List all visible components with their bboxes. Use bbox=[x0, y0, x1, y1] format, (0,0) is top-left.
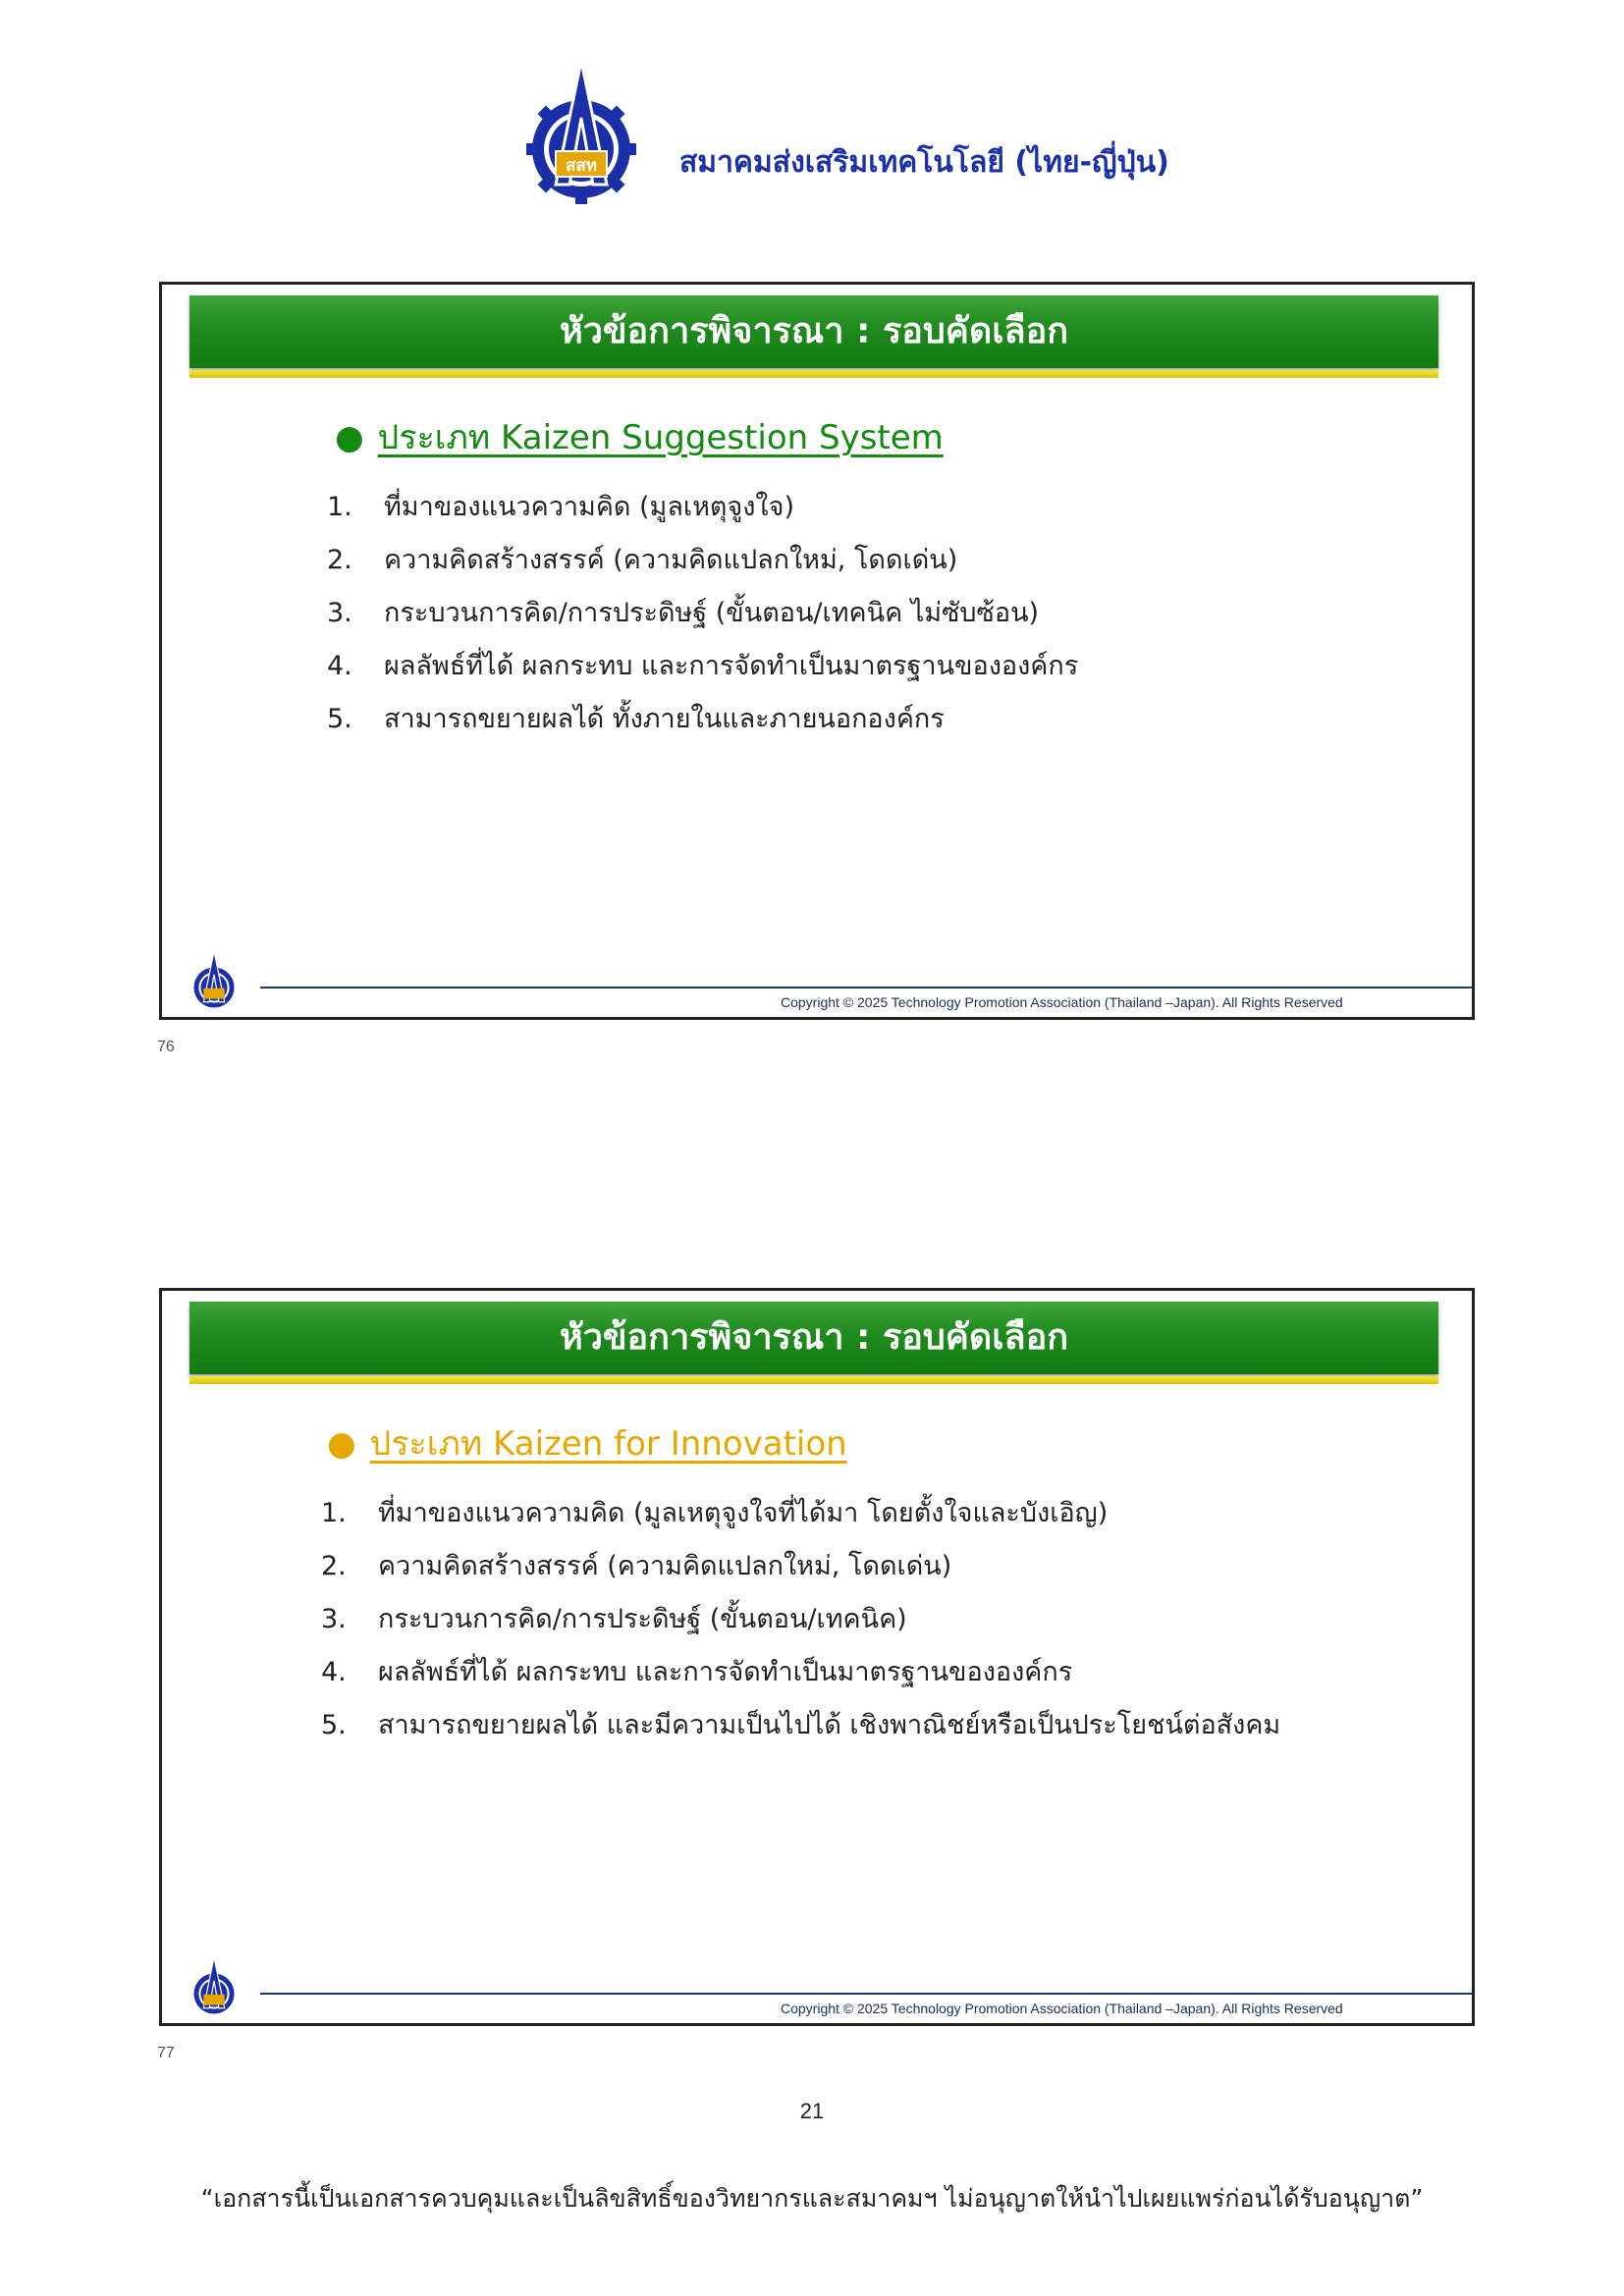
list-item bbox=[321, 1699, 1280, 1752]
section-heading-text: ประเภท Kaizen for Innovation bbox=[369, 1424, 847, 1464]
slide-76 bbox=[159, 282, 1475, 1020]
item-text: ความคิดสร้างสรรค์ (ความคิดแปลกใหม่, โดดเด่น) bbox=[378, 1551, 952, 1581]
organization-name: สมาคมส่งเสริมเทคโนโลยี (ไทย-ญี่ปุ่น) bbox=[679, 145, 1169, 180]
item-number: 3. bbox=[327, 598, 352, 628]
list-item bbox=[321, 1540, 1280, 1593]
section-heading bbox=[327, 1416, 847, 1469]
slide-77 bbox=[159, 1288, 1475, 2026]
copyright-notice: Copyright © 2025 Technology Promotion Association (Thailand –Japan). All Rights Reserved bbox=[781, 2001, 1343, 2016]
item-number: 1. bbox=[327, 492, 352, 522]
slide-title-bar bbox=[189, 1302, 1438, 1374]
slide-title-bar bbox=[189, 295, 1438, 368]
footer-divider bbox=[260, 987, 1472, 988]
disclaimer-text: “เอกสารนี้เป็นเอกสารควบคุมและเป็นลิขสิทธิ์ของวิทยากรและสมาคมฯ ไม่อนุญาตให้นำไปเผยแพร่ก่อนได้รับอนุญาต” bbox=[200, 2184, 1424, 2213]
list-item bbox=[321, 1593, 1280, 1646]
item-text: ที่มาของแนวความคิด (มูลเหตุจูงใจ) bbox=[384, 492, 794, 522]
item-text: ที่มาของแนวความคิด (มูลเหตุจูงใจที่ได้มา โดยตั้งใจและบังเอิญ) bbox=[378, 1498, 1109, 1528]
list-item bbox=[327, 693, 1078, 746]
item-number: 5. bbox=[321, 1710, 347, 1740]
copyright-notice: Copyright © 2025 Technology Promotion Association (Thailand –Japan). All Rights Reserved bbox=[781, 994, 1343, 1010]
bullet-icon: ● bbox=[335, 418, 364, 457]
list-item bbox=[327, 534, 1078, 587]
document-header bbox=[526, 59, 1214, 206]
item-text: สามารถขยายผลได้ ทั้งภายในและภายนอกองค์กร bbox=[384, 704, 945, 734]
footer-logo bbox=[191, 1956, 237, 2017]
tpa-logo bbox=[526, 59, 636, 206]
item-number: 2. bbox=[321, 1551, 347, 1581]
item-number: 2. bbox=[327, 545, 352, 575]
item-text: ความคิดสร้างสรรค์ (ความคิดแปลกใหม่, โดดเด่น) bbox=[384, 545, 958, 575]
slide-title: หัวข้อการพิจารณา : รอบคัดเลือก bbox=[559, 1317, 1069, 1358]
item-number: 5. bbox=[327, 704, 352, 734]
item-number: 1. bbox=[321, 1498, 347, 1528]
item-text: ผลลัพธ์ที่ได้ ผลกระทบ และการจัดทำเป็นมาตรฐานขององค์กร bbox=[378, 1657, 1073, 1687]
item-text: กระบวนการคิด/การประดิษฐ์ (ขั้นตอน/เทคนิค ไม่ซับซ้อน) bbox=[384, 598, 1040, 628]
slide-title: หัวข้อการพิจารณา : รอบคัดเลือก bbox=[559, 311, 1069, 351]
item-number: 3. bbox=[321, 1604, 347, 1634]
item-number: 4. bbox=[327, 651, 352, 681]
list-item bbox=[327, 587, 1078, 640]
item-text: กระบวนการคิด/การประดิษฐ์ (ขั้นตอน/เทคนิค) bbox=[378, 1604, 907, 1634]
criteria-list bbox=[327, 481, 1078, 746]
footer-logo bbox=[191, 950, 237, 1011]
footer-divider bbox=[260, 1993, 1472, 1995]
section-heading bbox=[335, 410, 944, 463]
item-number: 4. bbox=[321, 1657, 347, 1687]
criteria-list bbox=[321, 1487, 1280, 1752]
slide-number: 77 bbox=[157, 2045, 175, 2061]
section-heading-text: ประเภท Kaizen Suggestion System bbox=[377, 418, 944, 457]
bullet-icon: ● bbox=[327, 1424, 356, 1464]
page-number: 21 bbox=[799, 2099, 825, 2123]
item-text: ผลลัพธ์ที่ได้ ผลกระทบ และการจัดทำเป็นมาตรฐานขององค์กร bbox=[384, 651, 1079, 681]
list-item bbox=[327, 640, 1078, 693]
list-item bbox=[321, 1487, 1280, 1540]
svg-text:สสท: สสท bbox=[566, 156, 597, 176]
list-item bbox=[321, 1646, 1280, 1699]
item-text: สามารถขยายผลได้ และมีความเป็นไปได้ เชิงพาณิชย์หรือเป็นประโยชน์ต่อสังคม bbox=[378, 1710, 1281, 1740]
slide-number: 76 bbox=[157, 1039, 175, 1055]
list-item bbox=[327, 481, 1078, 534]
